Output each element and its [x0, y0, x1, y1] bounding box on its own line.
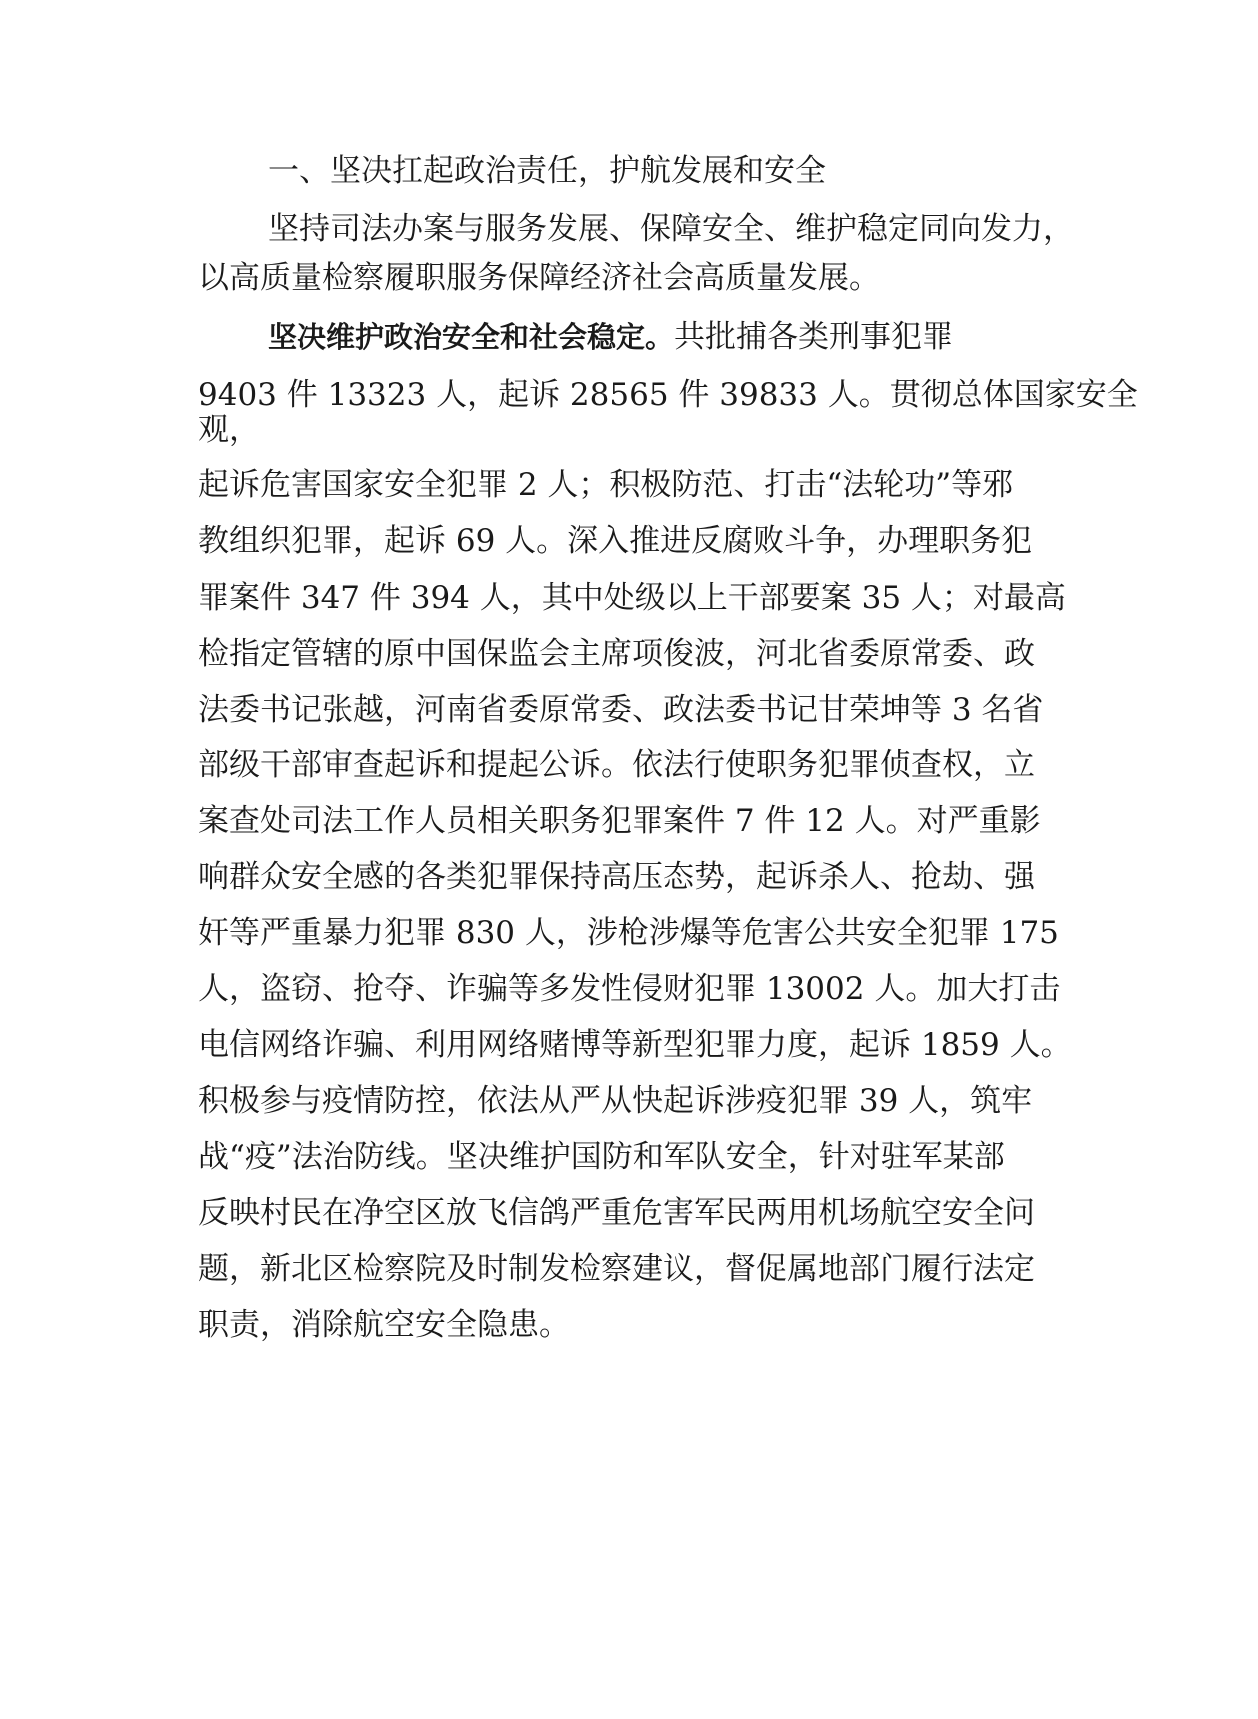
- body-line: 起诉危害国家安全犯罪 2 人；积极防范、打击“法轮功”等邪: [198, 467, 1014, 503]
- intro-line-2: 以高质量检察履职服务保障经济社会高质量发展。: [198, 260, 880, 296]
- body-line: 罪案件 347 件 394 人，其中处级以上干部要案 35 人；对最高: [198, 580, 1066, 616]
- section-heading: 一、坚决扛起政治责任，护航发展和安全: [268, 153, 826, 189]
- intro-line-1: 坚持司法办案与服务发展、保障安全、维护稳定同向发力，: [268, 211, 1074, 247]
- body-line: 题，新北区检察院及时制发检察建议，督促属地部门履行法定: [198, 1251, 1035, 1287]
- body-line: 职责，消除航空安全隐患。: [198, 1307, 570, 1343]
- main-paragraph-first-line: [268, 318, 953, 356]
- body-line: 战“疫”法治防线。坚决维护国防和军队安全，针对驻军某部: [198, 1139, 1005, 1175]
- body-line: 部级干部审查起诉和提起公诉。依法行使职务犯罪侦查权，立: [198, 747, 1035, 783]
- body-line: 积极参与疫情防控，依法从严从快起诉涉疫犯罪 39 人，筑牢: [198, 1083, 1033, 1119]
- body-line: 反映村民在净空区放飞信鸽严重危害军民两用机场航空安全问: [198, 1195, 1035, 1231]
- body-line: 奸等严重暴力犯罪 830 人，涉枪涉爆等危害公共安全犯罪 175: [198, 915, 1059, 951]
- body-line: 案查处司法工作人员相关职务犯罪案件 7 件 12 人。对严重影: [198, 803, 1041, 839]
- bold-lead-sentence: 坚决维护政治安全和社会稳定。: [268, 320, 675, 354]
- body-line: 响群众安全感的各类犯罪保持高压态势，起诉杀人、抢劫、强: [198, 859, 1035, 895]
- body-line: 教组织犯罪，起诉 69 人。深入推进反腐败斗争，办理职务犯: [198, 523, 1033, 559]
- body-text: 共批捕各类刑事犯罪: [674, 319, 954, 355]
- body-line: 法委书记张越，河南省委原常委、政法委书记甘荣坤等 3 名省: [198, 692, 1044, 728]
- body-line: 检指定管辖的原中国保监会主席项俊波，河北省委原常委、政: [198, 636, 1035, 672]
- body-line: 观，: [198, 412, 260, 448]
- body-line: 9403 件 13323 人，起诉 28565 件 39833 人。贯彻总体国家安全: [198, 377, 1138, 413]
- body-line: 电信网络诈骗、利用网络赌博等新型犯罪力度，起诉 1859 人。: [198, 1027, 1072, 1063]
- body-line: 人，盗窃、抢夺、诈骗等多发性侵财犯罪 13002 人。加大打击: [198, 971, 1061, 1007]
